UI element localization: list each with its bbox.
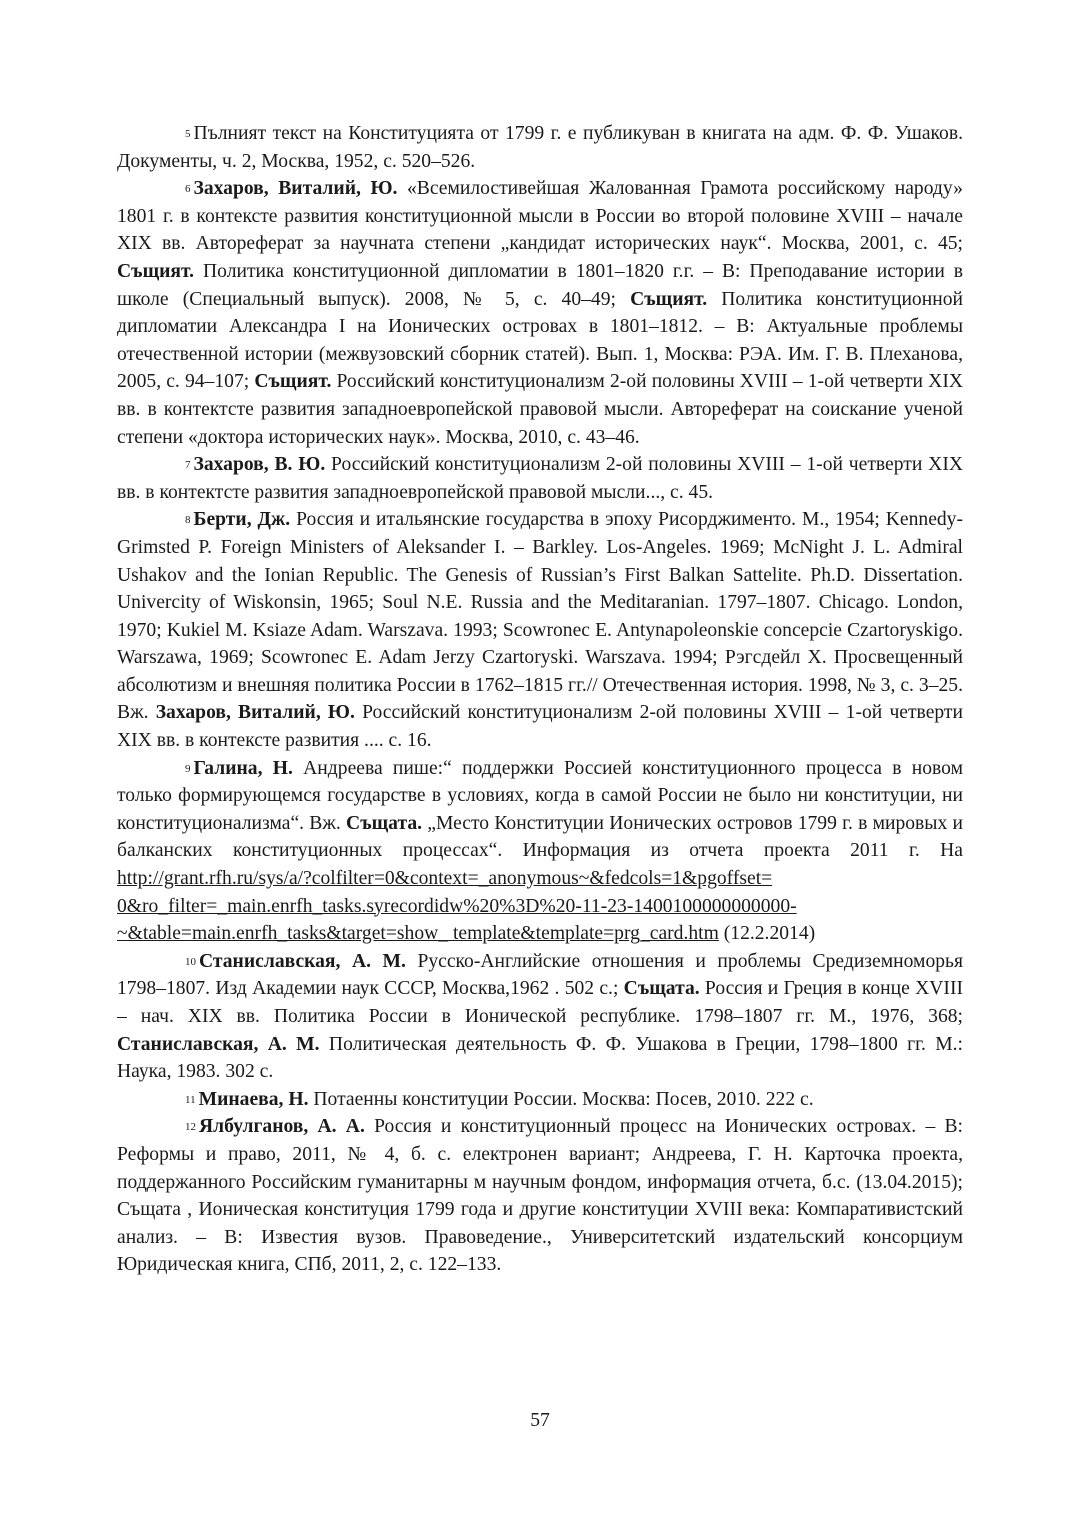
footnote-10: $^{10}$ Станиславская, А. М. Русско-Английские отношения и проблемы Средиземноморья 1798–1807. Изд Академии наук СССР, Москва,1962 . 502 с.; Същата. Россия и Греция в конце XVIII – нач. XIX вв. Политика России в Ионической республике. 1798–1807 гг. М., 1976, 368; Станиславская, А. М. Политическая деятельность Ф. Ф. Ушакова в Греции, 1798–1800 гг. М.: Наука, 1983. 302 с. [117,950,963,1083]
author-name: Захаров, Виталий, Ю. [193,178,398,200]
footnote-number: 9 [185,762,191,775]
author-name: Захаров, В. Ю. [193,454,326,476]
footnote-11: $^{11}$ Минаева, Н. Потаенны конституции России. Москва: Посев, 2010. 222 с. [185,1088,814,1110]
footnote-6: $^6$ Захаров, Виталий, Ю. «Всемилостивейшая Жалованная Грамота российскому народу» 1801 г. в контексте развития конституционной мысли в России во второй половине XVIII – начале XIX вв. Автореферат за научната степени „кандидат исторических наук“. Москва, 2001, с. 45; Същият. Политика конституционной дипломатии в 1801–1820 г.г. – В: Преподавание истории в школе (Специальный выпуск). 2008, № 5, с. 40–49; Същият. Политика конституционной дипломатии Александра I на Ионических островах в 1801–1812. – В: Актуальные проблемы отечественной истории (межвузовский сборник статей). Вып. 1, Москва: РЭА. Им. Г. В. Плеханова, 2005, с. 94–107; Същият. Российский конституционализм 2-ой половины XVIII – 1-ой четверти XIX вв. в контектсте развития западноевропейской правовой мысли. Автореферат на соискание ученой степени «доктора исторических наук». Москва, 2010, с. 43–46. [117,178,963,448]
footnote-number: 8 [185,514,191,527]
page-number: 57 [530,1410,550,1431]
footnote-7: $^7$ Захаров, В. Ю. Российский конституционализм 2-ой половины XVIII – 1-ой четверти XIX вв. в контектсте развития западноевропейской правовой мысли..., с. 45. [117,454,963,503]
source-url-link[interactable]: http://grant.rfh.ru/sys/a/?colfilter=0&context=_anonymous~&fedcols=1&pgoffset= 0&ro_filter=_main.enrfh_tasks.syrecordidw%20%3D%20-11-23-1400100000000000-~&table=main.enrfh_tasks&target=show_ template&template=prg_card.htm [117,868,797,945]
author-name: Галина, Н. [193,757,293,779]
footnote-5: $^5$ Пълният текст на Конституцията от 1799 г. е публикуван в книгата на адм. Ф. Ф. Ушаков. Документы, ч. 2, Москва, 1952, с. 520–526. [117,123,963,172]
author-name: Минаева, Н. [198,1088,309,1110]
footnote-number: 12 [185,1121,196,1134]
footnote-number: 7 [185,459,191,472]
footnotes-block [117,120,963,1279]
footnote-number: 11 [185,1093,196,1106]
footnote-number: 5 [185,128,191,140]
author-name: Станиславская, А. М. [199,950,406,972]
author-name: Ялбулганов, А. А. [199,1116,365,1138]
footnote-number: 6 [185,183,191,196]
footnote-12: $^{12}$ Ялбулганов, А. А. Россия и конституционный процесс на Ионических островах. – В: Реформы и право, 2011, № 4, б. с. електронен вариант; Андреева, Г. Н. Карточка проекта, поддержанного Российским гуманитарны м научным фондом, информация отчета, б.с. (13.04.2015); Същата , Ионическая конституция 1799 года и другие конституции XVIII века: Компаративистский анализ. – В: Известия вузов. Правоведение., Университетский издательский консорциум Юридическая книга, СПб, 2011, 2, с. 122–133. [117,1116,963,1276]
footnote-8: $^8$ Берти, Дж. Россия и итальянские государства в эпоху Рисорджименто. М., 1954; Kennedy-Grimsted P. Foreign Ministers of Aleksander I. – Barkley. Los-Angeles. 1969; McNight J. L. Admiral Ushakov and the Ionian Republic. The Genesis of Russian’s First Balkan Sattelite. Ph.D. Dissertation. Univercity of Wiskonsin, 1965; Soul N.E. Russia and the Meditaranian. 1797–1807. Chicago. London, 1970; Kukiel M. Ksiaze Adam. Warszava. 1993; Scowronec E. Antynapoleonskie concepcie Czartoryskigo. Warszawa, 1969; Scowronec E. Adam Jerzy Czartoryski. Warszava. 1994; Рэгсдейл Х. Просвещенный абсолютизм и внешняя политика России в 1762–1815 гг.// Отечественная история. 1998, № 3, с. 3–25. Вж. Захаров, Виталий, Ю. Российский конституционализм 2-ой половины XVIII – 1-ой четверти XIX вв. в контексте развития .... с. 16. [117,509,964,752]
footnote-number: 10 [185,955,196,968]
footnote-9: $^9$ Галина, Н. Андреева пише:“ поддержки Россией конституционного процесса в новом только формирующемся государстве в условиях, когда в самой России не было ни конституции, ни конституционализма“. Вж. Същата. „Место Конституции Ионических островов 1799 г. в мировых и балканских конституционных процессах“. Информация из отчета проекта 2011 г. На http://grant.rfh.ru/sys/a/?colfilter=0&context=_anonymous~&fedcols=1&pgoffset= 0&ro_filter=_main.enrfh_tasks.syrecordidw%20%3D%20-11-23-1400100000000000-~&table=main.enrfh_tasks&target=show_ template&template=prg_card.htm (12.2.2014) [117,757,963,945]
author-name: Берти, Дж. [193,509,291,531]
